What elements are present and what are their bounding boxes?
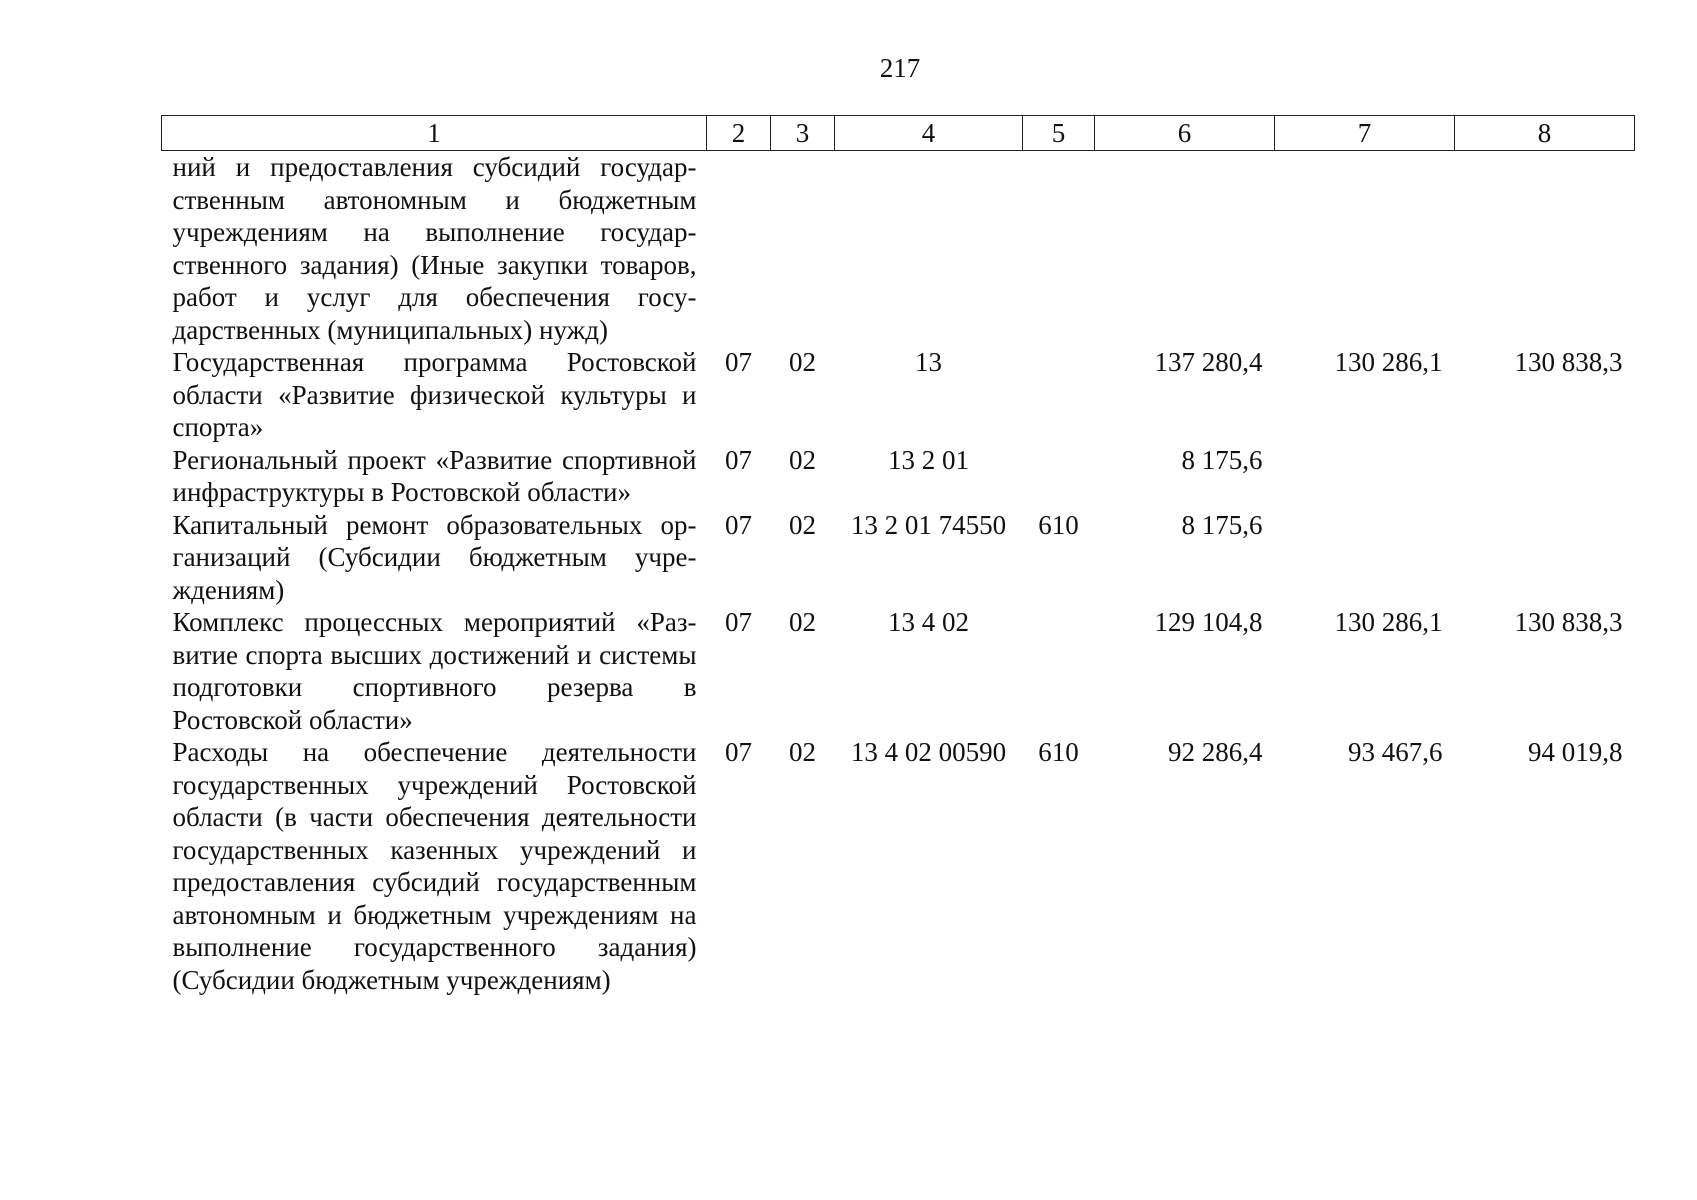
amount-year-1: 137 280,4 (1154, 347, 1263, 377)
column-header: 6 (1095, 116, 1275, 151)
target-article-code: 13 (915, 347, 942, 377)
amount-year-3 (1455, 444, 1635, 509)
amount-year-3: 94 019,8 (1528, 737, 1623, 767)
expense-name: Комплекс процессных мероприятий «Развитие спорта высших достижений и системы подготовки спортивного резерва в Ростовской области» (172, 607, 697, 735)
subsection-code (771, 151, 835, 347)
table-header (162, 116, 1635, 151)
column-header: 2 (707, 116, 771, 151)
section-code (707, 151, 771, 347)
amount-year-2: 93 467,6 (1348, 737, 1443, 767)
column-header: 4 (835, 116, 1023, 151)
target-article-code: 13 4 02 00590 (850, 737, 1007, 767)
target-article-code: 13 2 01 74550 (850, 509, 1007, 540)
section-code: 07 (725, 607, 752, 637)
subsection-code: 02 (789, 509, 816, 540)
amount-year-2 (1275, 151, 1455, 347)
amount-year-1: 8 175,6 (1181, 509, 1263, 540)
table-row (162, 444, 1635, 509)
column-header: 3 (771, 116, 835, 151)
amount-year-2 (1275, 444, 1455, 509)
amount-year-3: 130 838,3 (1514, 607, 1623, 637)
expense-name: ний и предоставления субсидий государственным автономным и бюджетным учреждениям на выполнение государственного задания) (Иные закупки товаров, работ и услуг для обеспечения государственных (муниципальных) нужд) (172, 152, 697, 345)
column-numbers-row (162, 116, 1635, 151)
subsection-code: 02 (789, 737, 816, 767)
budget-table (161, 115, 1635, 996)
subsection-code: 02 (789, 607, 816, 637)
amount-year-1: 129 104,8 (1154, 607, 1263, 637)
target-article-code (835, 151, 1023, 347)
section-code: 07 (725, 737, 752, 767)
table-row (162, 151, 1635, 347)
section-code: 07 (725, 444, 752, 475)
expense-type-code (1023, 151, 1095, 347)
amount-year-1 (1095, 151, 1275, 347)
amount-year-1: 8 175,6 (1181, 444, 1263, 475)
expense-type-code: 610 (1038, 737, 1079, 767)
subsection-code: 02 (789, 444, 816, 475)
expense-name: Расходы на обеспечение деятельности государственных учреждений Ростовской области (в части обеспечения деятельности государственных казенных учреждений и предоставления субсидий государственным автономным и бюджетным учреждениям на выполнение государственного задания) (Субсидии бюджетным учреждениям) (172, 737, 697, 995)
subsection-code: 02 (789, 347, 816, 377)
section-code: 07 (725, 509, 752, 540)
expense-name: Региональный проект «Развитие спортивной инфраструктуры в Ростовской области» (172, 444, 697, 507)
amount-year-1: 92 286,4 (1168, 737, 1263, 767)
column-header: 1 (162, 116, 707, 151)
column-header: 7 (1275, 116, 1455, 151)
amount-year-3 (1455, 509, 1635, 607)
target-article-code: 13 2 01 (888, 444, 969, 475)
column-header: 5 (1023, 116, 1095, 151)
table-row (162, 736, 1635, 996)
amount-year-3: 130 838,3 (1514, 347, 1623, 377)
amount-year-2 (1275, 509, 1455, 607)
table-row (162, 509, 1635, 607)
amount-year-2: 130 286,1 (1334, 607, 1443, 637)
target-article-code: 13 4 02 (888, 607, 969, 637)
column-header: 8 (1455, 116, 1635, 151)
page-number: 217 (879, 53, 921, 83)
expense-name: Капитальный ремонт образовательных организаций (Субсидии бюджетным учреждениям) (172, 509, 697, 605)
expense-type-code (1023, 606, 1095, 736)
table-body (162, 151, 1635, 997)
amount-year-3 (1455, 151, 1635, 347)
expense-name: Государственная программа Ростовской области «Развитие физической культуры и спорта» (172, 347, 697, 442)
amount-year-2: 130 286,1 (1334, 347, 1443, 377)
expense-type-code (1023, 346, 1095, 444)
expense-type-code (1023, 444, 1095, 509)
table-row (162, 606, 1635, 736)
section-code: 07 (725, 347, 752, 377)
expense-type-code: 610 (1038, 509, 1079, 540)
table-row (162, 346, 1635, 444)
